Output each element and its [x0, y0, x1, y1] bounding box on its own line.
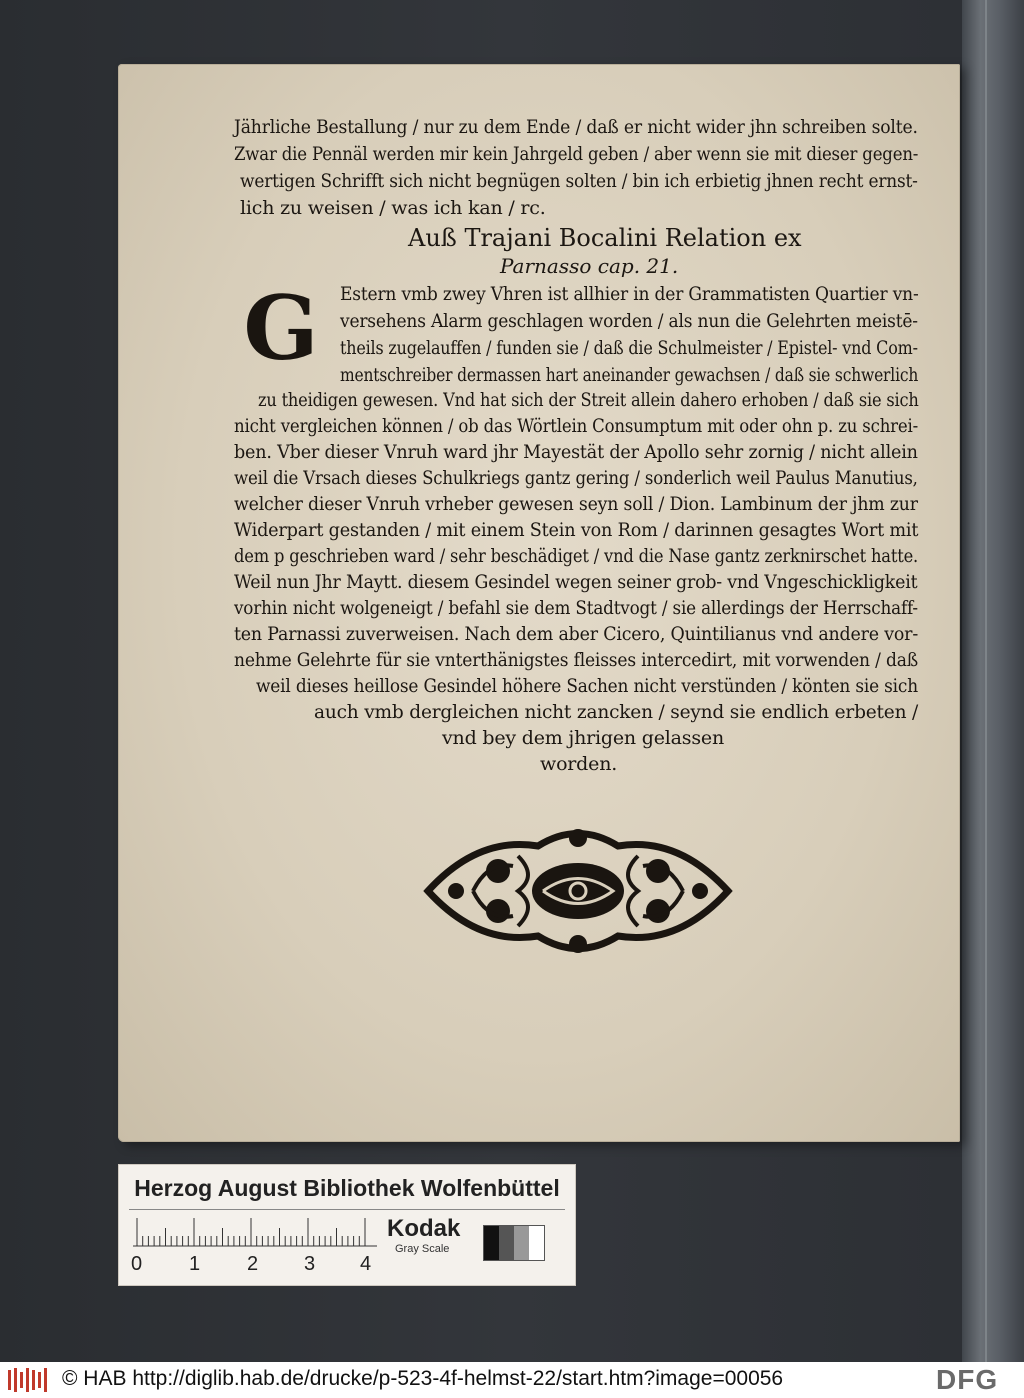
ruler-number: 2	[247, 1253, 259, 1275]
text-line: wertigen Schrifft sich nicht begnügen solten / bin ich erbietig jhnen recht ernst-	[240, 170, 918, 192]
footer-bar	[0, 1362, 1024, 1398]
text-line: ten Parnassi zuverweisen. Nach dem aber Cicero, Quintilianus vnd andere vor-	[234, 623, 919, 645]
text-line: mentschreiber dermassen hart aneinander gewachsen / daß sie schwerlich	[340, 364, 919, 386]
text-line: zu theidigen gewesen. Vnd hat sich der Streit allein dahero erhoben / daß sie sich	[258, 389, 919, 411]
text-line: versehens Alarm geschlagen worden / als nun die Gelehrten meistē-	[340, 310, 918, 332]
library-name: Herzog August Bibliothek Wolfenbüttel	[134, 1175, 560, 1201]
text-line: Weil nun Jhr Maytt. diesem Gesindel wegen seiner grob- vnd Vngeschickligkeit	[234, 571, 918, 593]
ruler-number: 1	[189, 1253, 201, 1275]
text-line: ben. Vber dieser Vnruh ward jhr Mayestät der Apollo sehr zornig / nicht allein	[234, 441, 918, 463]
text-line: Estern vmb zwey Vhren ist allhier in der Grammatisten Quartier vn-	[340, 283, 919, 305]
barcode-icon	[6, 1366, 48, 1394]
book-page	[118, 64, 960, 1142]
section-heading: Auß Trajani Bocalini Relation ex	[408, 224, 802, 252]
library-label	[118, 1164, 576, 1286]
text-line: welcher dieser Vnruh vrheber gewesen seyn soll / Dion. Lambinum der jhm zur	[234, 493, 918, 515]
text-line: weil die Vrsach dieses Schulkriegs gantz gering / sonderlich weil Paulus Manutius,	[234, 467, 918, 489]
decorative-ornament	[418, 816, 738, 966]
text-line: auch vmb dergleichen nicht zancken / seynd sie endlich erbeten /	[314, 701, 919, 723]
dfg-logo: DFG	[936, 1364, 999, 1395]
gray-scale-caption: Gray Scale	[395, 1243, 450, 1255]
text-line: vorhin nicht wolgeneigt / befahl sie dem Stadtvogt / sie allerdings der Herrschaff-	[234, 597, 918, 619]
glass-plate	[962, 0, 1024, 1362]
text-line: nehme Gelehrte für sie vnterthänigstes fleisses intercedirt, mit vorwenden / daß	[234, 649, 918, 671]
text-line: lich zu weisen / was ich kan / rc.	[240, 197, 546, 219]
ruler-number: 3	[304, 1253, 316, 1275]
copyright-url[interactable]: © HAB http://diglib.hab.de/drucke/p-523-4f-helmst-22/start.htm?image=00056	[62, 1367, 784, 1390]
ruler-number: 0	[131, 1253, 143, 1275]
label-divider	[129, 1209, 565, 1210]
gray-scale-patch	[483, 1225, 545, 1261]
ruler-number: 4	[360, 1253, 372, 1275]
glass-plate-edge	[985, 0, 987, 1362]
text-line: nicht vergleichen können / ob das Wörtlein Consumptum mit oder ohn p. zu schrei-	[234, 415, 919, 437]
text-line: Jährliche Bestallung / nur zu dem Ende / daß er nicht wider jhn schreiben solte.	[234, 116, 918, 138]
text-line: Widerpart gestanden / mit einem Stein von Rom / darinnen gesagtes Wort mit	[234, 519, 919, 541]
text-line: dem p geschrieben ward / sehr beschädiget / vnd die Nase gantz zerknirschet hatte.	[234, 545, 919, 567]
section-heading-subline: Parnasso cap. 21.	[500, 254, 679, 278]
kodak-logo: Kodak	[387, 1215, 461, 1242]
ruler-numbers	[127, 1253, 387, 1275]
text-line: theils zugelauffen / funden sie / daß die Schulmeister / Epistel- vnd Com-	[340, 337, 918, 359]
text-line: weil dieses heillose Gesindel höhere Sachen nicht verstünden / könten sie sich	[256, 675, 918, 697]
text-line: worden.	[540, 753, 618, 775]
drop-cap-initial: G	[243, 276, 319, 380]
text-line: Zwar die Pennäl werden mir kein Jahrgeld geben / aber wenn sie mit dieser gegen-	[234, 143, 919, 165]
text-line: vnd bey dem jhrigen gelassen	[442, 727, 724, 749]
measurement-ruler	[133, 1217, 377, 1247]
